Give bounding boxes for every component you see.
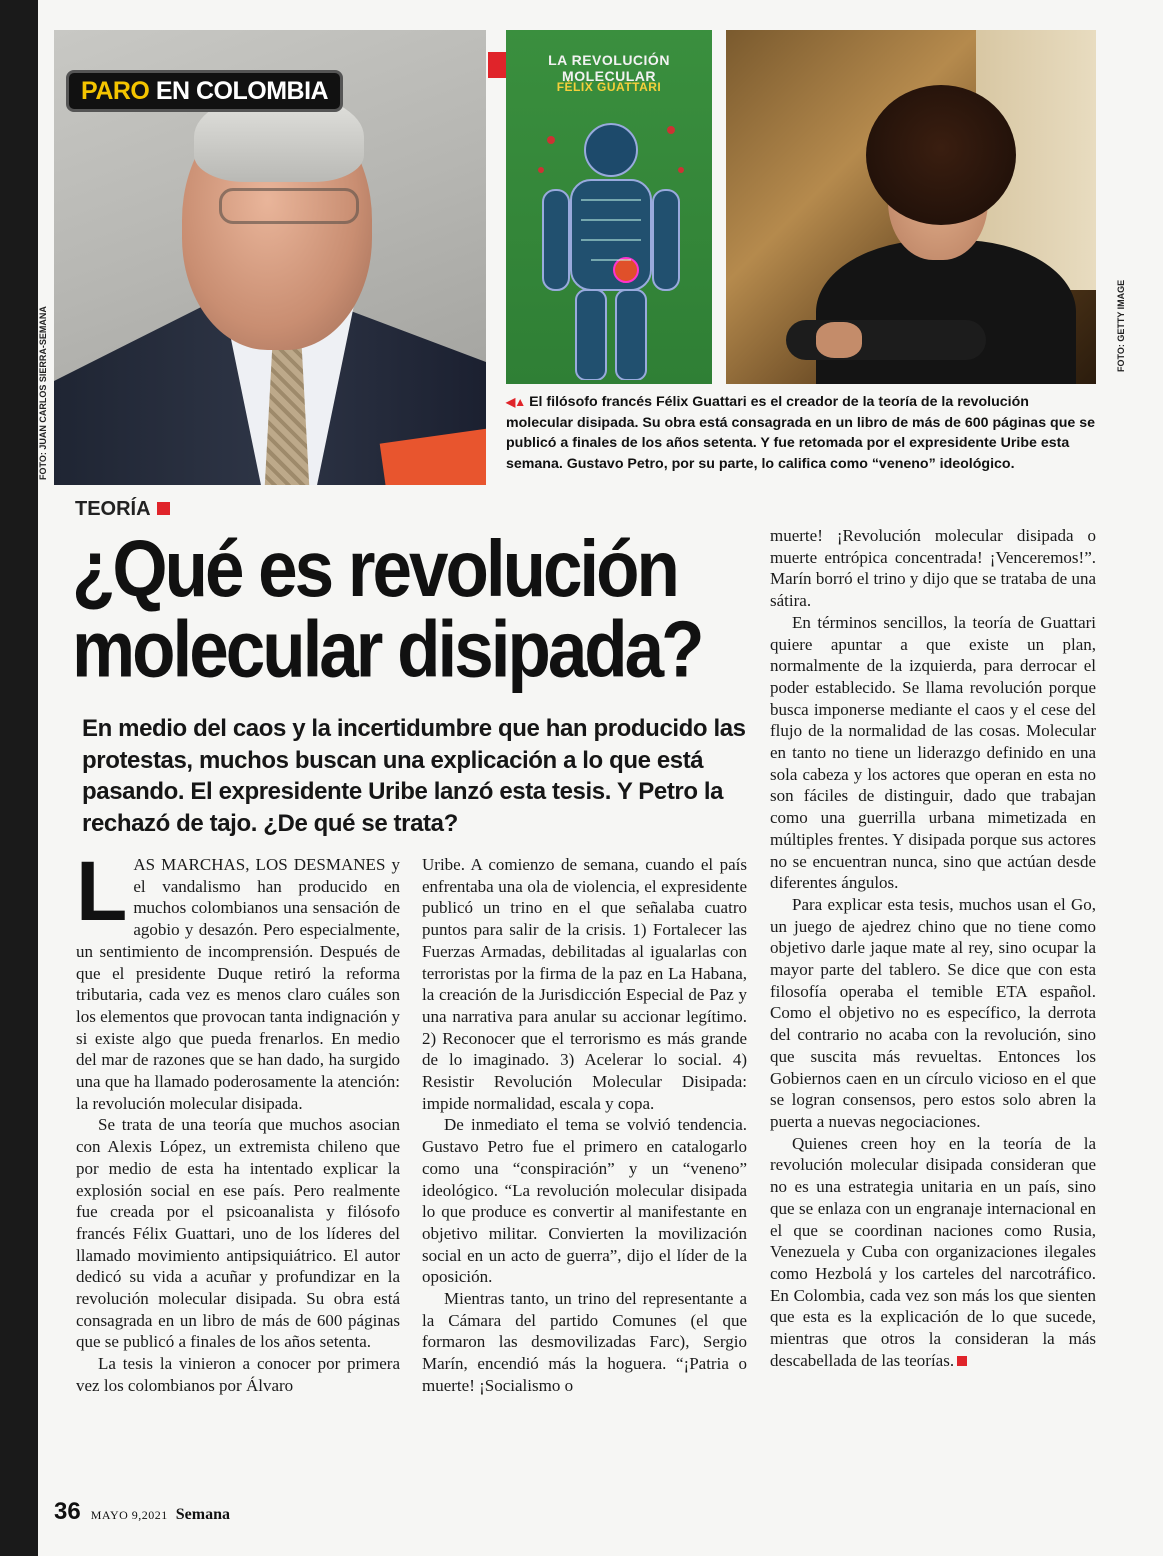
subheadline: En medio del caos y la incertidumbre que han producido las protestas, muchos buscan una explicación a lo que está pasando. El expresidente Uribe lanzó esta tesis. Y Petro la rechazó de tajo. ¿De qué se trata? — [82, 715, 746, 837]
section-tag: PARO EN COLOMBIA — [66, 70, 343, 112]
issue-date: MAYO 9,2021 — [90, 1508, 168, 1522]
end-mark-icon — [957, 1356, 967, 1366]
book-title: LA REVOLUCIÓN MOLECULAR — [548, 52, 670, 84]
guattari-photo — [726, 30, 1096, 384]
uribe-photo — [54, 30, 486, 485]
red-square-icon — [157, 502, 170, 515]
molecular-figure-illustration — [531, 110, 691, 380]
photo-credit-left: FOTO: JUAN CARLOS SIERRA-SEMANA — [38, 306, 48, 480]
magazine-page — [38, 0, 1163, 1556]
page-number: 36 — [54, 1498, 81, 1525]
section-label: TEORÍA — [75, 498, 170, 521]
photo-credit-right: FOTO: GETTY IMAGE — [1116, 279, 1126, 372]
body-column-3: muerte! ¡Revolución molecular disipada o muerte entrópica concentrada! ¡Venceremos!”. Marín borró el trino y dijo que se trataba de una sátira. En términos sencillos, la teoría de Guattari quiere apuntar a que existe un plan, normalmente de la izquierda, para derrocar el poder establecido. Se llama revolución porque busca imponerse mediante el caos y el cese del flujo de la normalidad de las cosas. Molecular en tanto no tiene un liderazgo definido en una sola cabeza y los actores que operan en esta no son fáciles de distinguir, dado que trabajan como una guerrilla urbana mimetizada en múltiples frentes. Y disipada porque sus actores no se encuentran nunca, sino que actúan desde diferentes ángulos. Para explicar esta tesis, muchos usan el Go, un juego de ajedrez chino que no tiene como objetivo darle jaque mate al rey, sino ocupar la mayor parte del tablero. Se dice que con esta filosofía operaba el temible ETA español. Como el objetivo no es específico, la derrota del contrario no acaba con la revolución, sino que suscita más revueltas. Entonces los Gobiernos caen en un círculo vicioso en el que se logran consensos, pero estos solo abren la puerta a nuevas negociaciones. Quienes creen hoy en la teoría de la revolución molecular disipada consideran que no es una estrategia unitaria en un país, sino que se enlaza con un engranaje internacional en el que se coordinan naciones como Rusia, Venezuela y Cuba con organizaciones ilegales como Hezbolá y los carteles del narcotráfico. En Colombia, cada vez son más los que sienten que esta es la explicación de lo que sucede, mientras que otros la consideran la más descabellada de las teorías. — [770, 526, 1096, 1370]
magazine-name: Semana — [175, 1506, 231, 1523]
red-accent-bar — [488, 52, 508, 78]
drop-cap: L — [76, 844, 128, 938]
book-author: FÉLIX GUATTARI — [556, 80, 662, 94]
caption-arrows-icon: ◀▲ — [506, 395, 526, 409]
photo-caption: ◀▲ El filósofo francés Félix Guattari es el creador de la teoría de la revolución molecular disipada. Su obra está consagrada en un libro de más de 600 páginas que se publicó a finales de los años setenta. Y fue retomada por el expresidente Uribe esta semana. Gustavo Petro, por su parte, lo califica como “veneno” ideológico. — [506, 394, 1095, 472]
body-column-2: Uribe. A comienzo de semana, cuando el país enfrentaba una ola de violencia, el expresidente publicó un trino en el que señalaba cuatro puntos para salir de la crisis. 1) Fortalecer las Fuerzas Armadas, debilitadas al igualarlas con terroristas por la firma de la paz en La Habana, la creación de la Jurisdicción Especial de Paz y una narrativa para anular su accionar legítimo. 2) Reconocer que el terrorismo es más grande de lo imaginado. 3) Acelerar lo social. 4) Resistir Revolución Molecular Disipada: impide normalidad, escala y copa. De inmediato el tema se volvió tendencia. Gustavo Petro fue el primero en catalogarlo como una “conspiración” y un “veneno” ideológico. “La revolución molecular disipada lo que produce es convertir al manifestante en objetivo militar. Convierten la movilización social en un acto de guerra”, dijo el líder de la oposición. Mientras tanto, un trino del representante a la Cámara del partido Comunes (el que formaron las desmovilizadas Farc), Sergio Marín, encendió más la hoguera. “¡Patria o muerte! ¡Socialismo o — [422, 855, 747, 1395]
headline: ¿Qué es revolución molecular disipada? — [72, 525, 702, 695]
page-footer — [54, 1498, 230, 1526]
body-column-1: LAS MARCHAS, LOS DESMANES y el vandalismo han producido en muchos colombianos una sensación de agobio y desazón. Pero especialmente, un sentimiento de incomprensión. Después de que el presidente Duque retiró la reforma tributaria, cada vez es menos claro cuáles son los elementos que provocan tanta indignación y si existe algo que pueda frenarlos. En medio del mar de razones que se han dado, ha surgido una que ha llamado poderosamente la atención: la revolución molecular disipada. Se trata de una teoría que muchos asocian con Alexis López, un extremista chileno que por medio de esta ha intentado explicar la explosión social en ese país. Pero realmente fue creada por el psicoanalista y filósofo francés Félix Guattari, uno de los líderes del llamado movimiento antipsiquiátrico. El autor dedicó su vida a acuñar y profundizar en la revolución molecular disipada. Su obra está consagrada en un libro de más de 600 páginas que se publicó a finales de los años setenta. La tesis la vinieron a conocer por primera vez los colombianos por Álvaro — [76, 844, 400, 1395]
book-cover — [506, 30, 712, 384]
